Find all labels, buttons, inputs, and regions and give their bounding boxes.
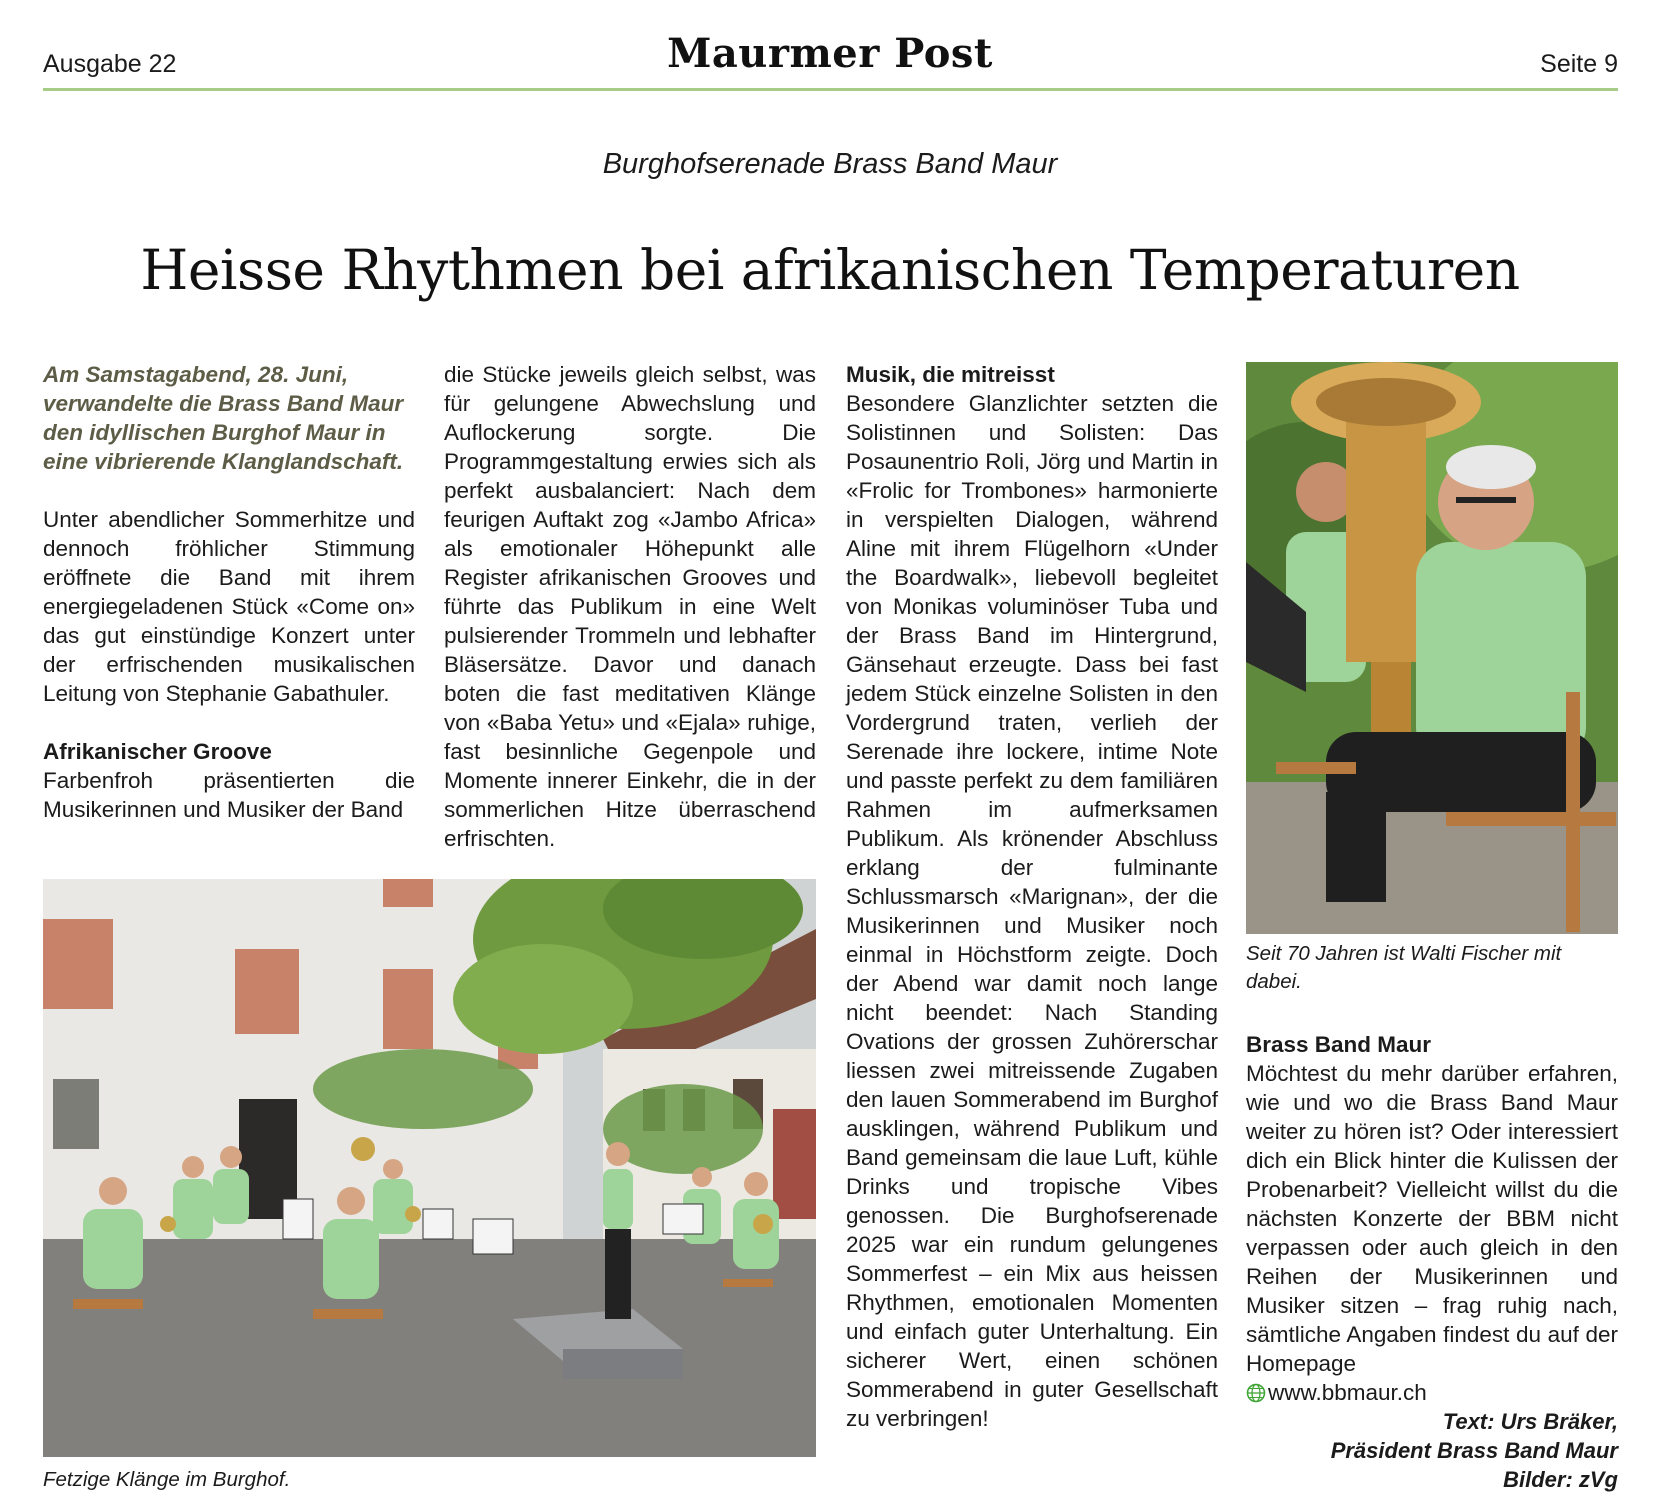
photo-caption-tuba: Seit 70 Jahren ist Walti Fischer mit dabei.: [1246, 942, 1562, 993]
issue-number: Ausgabe 22: [43, 50, 177, 78]
article-headline: Heisse Rhythmen bei afrikanischen Temperaturen: [140, 238, 1520, 302]
tuba-player-photo: [1246, 362, 1618, 934]
info-box: [1246, 1030, 1618, 1407]
article-lead: Am Samstagabend, 28. Juni, verwandelte die Brass Band Maur den idyllischen Burghof Maur in eine vibrierende Klanglandschaft.: [43, 362, 404, 474]
paragraph-groove-start: Farbenfroh präsentierten die Musikerinnen und Musiker der Band: [43, 768, 415, 822]
info-box-title: Brass Band Maur: [1246, 1032, 1432, 1057]
column-2: [444, 360, 816, 853]
masthead-logo: Maurmer Post: [667, 30, 993, 77]
page-number: Seite 9: [1540, 50, 1618, 78]
credits: [1246, 1407, 1618, 1494]
subhead-music: Musik, die mitreisst: [846, 362, 1055, 387]
paragraph-intro: Unter abendlicher Sommerhitze und dennoch fröhlicher Stimmung eröffnete die Band mit ihrem energiegeladenen Stück «Come on» das gut einstündige Konzert unter der erfrischenden musikalischen Leitung von Stephanie Gabathuler.: [43, 507, 415, 706]
homepage-link[interactable]: www.bbmaur.ch: [1268, 1380, 1427, 1405]
photo-caption-courtyard: Fetzige Klänge im Burghof.: [43, 1468, 291, 1491]
credit-author-role: Präsident Brass Band Maur: [1330, 1438, 1618, 1463]
column-1: [43, 360, 415, 824]
header-rule: [43, 88, 1618, 91]
homepage-link-row: [1246, 1378, 1618, 1407]
credit-photos: Bilder: zVg: [1503, 1467, 1618, 1492]
column-3: [846, 360, 1218, 1433]
globe-icon: [1246, 1383, 1266, 1403]
article-kicker: Burghofserenade Brass Band Maur: [602, 148, 1058, 180]
subhead-african-groove: Afrikanischer Groove: [43, 739, 272, 764]
paragraph-groove-cont: die Stücke jeweils gleich selbst, was für gelungene Abwechslung und Auflockerung sorgte. Die Programmgestaltung erwies sich als perfekt ausbalanciert: Nach dem feurigen Auftakt zog «Jambo Africa» als emotionaler Höhepunkt alle Register afrikanischen Grooves und führte das Publikum in eine Welt pulsierender Trommeln und lebhafter Bläsersätze. Davor und danach boten die fast meditativen Klänge von «Baba Yetu» und «Ejala» ruhige, fast besinnliche Gegenpole und Momente innerer Einkehr, die in der sommerlichen Hitze überraschend erfrischten.: [444, 362, 816, 851]
credit-author: Text: Urs Bräker,: [1442, 1409, 1618, 1434]
band-courtyard-photo: [43, 879, 816, 1457]
paragraph-music: Besondere Glanzlichter setzten die Solistinnen und Solisten: Das Posaunentrio Roli, Jörg und Martin in «Frolic for Trombones» harmonierte in verspielten Dialogen, während Aline mit ihrem Flügelhorn «Under the Boardwalk», liebevoll begleitet von Monikas voluminöser Tuba und der Brass Band im Hintergrund, Gänsehaut erzeugte. Dass bei fast jedem Stück einzelne Solisten in den Vordergrund traten, verlieh der Serenade ihre lockere, intime Note und passte perfekt zu dem familiären Rahmen im aufmerksamen Publikum. Als krönender Abschluss erklang der fulminante Schlussmarsch «Marignan», der die Musikerinnen und Musiker noch einmal in Höchstform zeigte. Doch der Abend war damit noch lange nicht beendet: Nach Standing Ovations der grossen Zuhörerschar liessen zwei mitreissende Zugaben den lauen Sommerabend im Burghof ausklingen, während Publikum und Band gemeinsam die laue Luft, kühle Drinks und tropische Vibes genossen. Die Burghofserenade 2025 war ein rundum gelungenes Sommerfest – ein Mix aus heissen Rhythmen, emotionalen Momenten und einfach guter Unterhaltung. Ein sicherer Wert, einen schönen Sommerabend in guter Gesellschaft zu verbringen!: [846, 391, 1218, 1431]
info-box-text: Möchtest du mehr darüber erfahren, wie und wo die Brass Band Maur weiter zu hören ist? Oder interessiert dich ein Blick hinter die Kulissen der Probenarbeit? Vielleicht willst du die nächsten Konzerte der BBM nicht verpassen oder auch gleich in den Reihen der Musikerinnen und Musiker sitzen – frag ruhig nach, sämtliche Angaben findest du auf der Homepage: [1246, 1061, 1618, 1376]
